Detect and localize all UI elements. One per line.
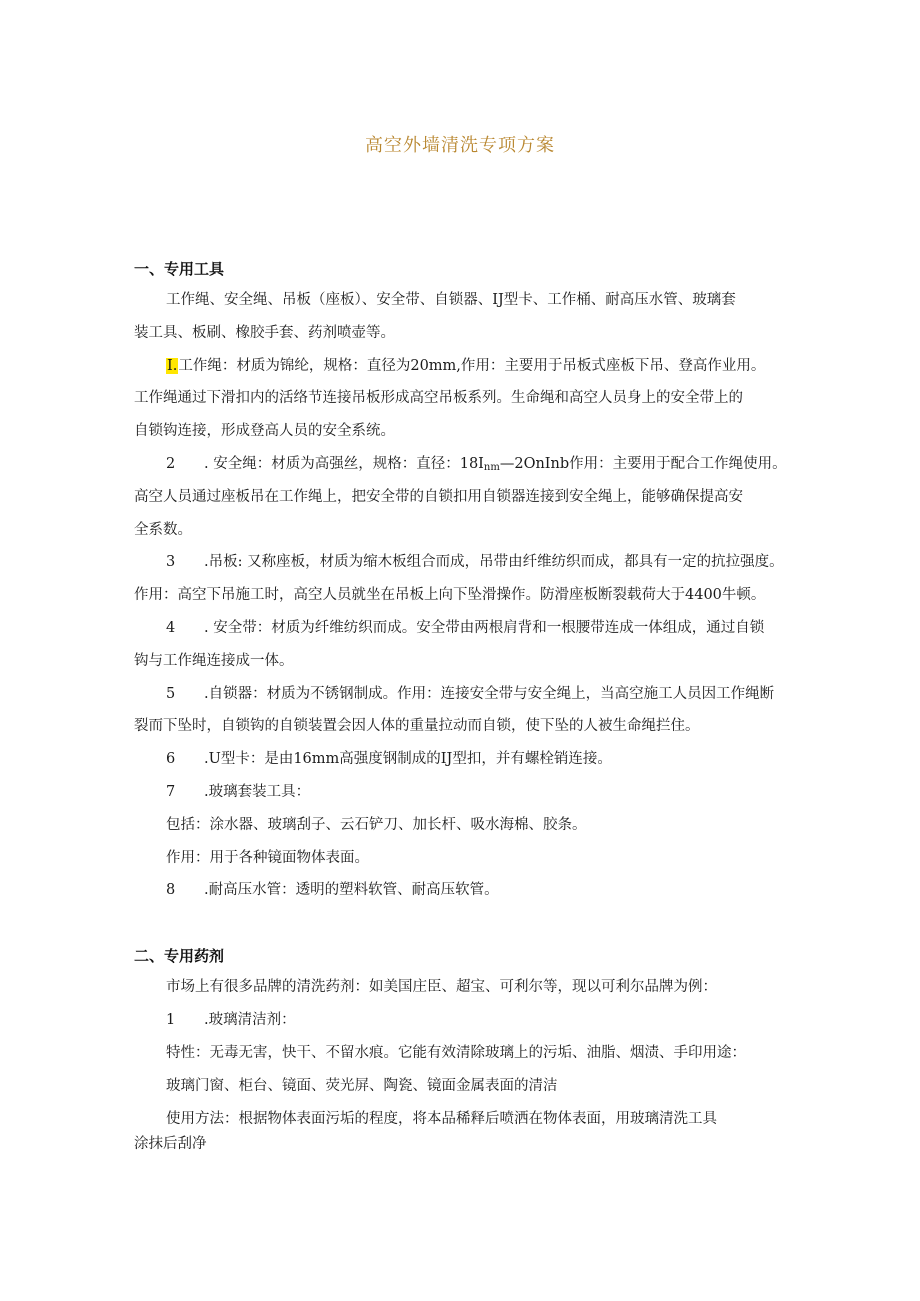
paragraph-line: 市场上有很多品牌的清洗药剂：如美国庄臣、超宝、可利尔等，现以可利尔品牌为例： [166,979,717,995]
paragraph-line: 涂抹后刮净 [134,1136,207,1152]
paragraph-line: 使用方法：根据物体表面污垢的程度，将本品稀释后喷洒在物体表面，用玻璃清洗工具 [166,1111,717,1127]
item-text: .自锁器：材质为不锈钢制成。作用：连接安全带与安全绳上，当高空施工人员因工作绳断 [204,686,775,702]
paragraph-line: 作用：高空下吊施工时，高空人员就坐在吊板上向下坠滑操作。防滑座板断裂载荷大于4400牛顿。 [134,587,766,603]
list-item-water-hose [166,880,499,900]
item-number: 5 [166,686,176,702]
item-text: .吊板: 又称座板，材质为缩木板组合而成，吊带由纤维纺织而成，都具有一定的抗拉强度。 [204,554,784,570]
paragraph-line: 玻璃门窗、柜台、镜面、荧光屏、陶瓷、镜面金属表面的清洁 [166,1078,558,1094]
paragraph-line: 装工具、板刷、橡胶手套、药剂喷壶等。 [134,325,395,341]
item-text: .U型卡：是由16mm高强度钢制成的IJ型扣，并有螺栓销连接。 [204,751,612,767]
section-heading-agents: 二、专用药剂 [134,947,225,965]
list-item-u-clamp [166,749,612,769]
item-number: 7 [166,784,176,800]
paragraph-line: 高空人员通过座板吊在工作绳上，把安全带的自锁扣用自锁器连接到安全绳上，能够确保提高安 [134,489,743,505]
page-title: 高空外墙清洗专项方案 [365,135,555,156]
item-number: 8 [166,882,176,898]
item-text: .玻璃清洁剂： [204,1012,296,1028]
paragraph-line: 全系数。 [134,522,192,538]
item-number: 2 [166,456,176,472]
item-text: .玻璃套装工具： [204,784,311,800]
paragraph-line: 工作绳通过下滑扣内的活络节连接吊板形成高空吊板系列。生命绳和高空人员身上的安全带上的 [134,390,743,406]
item-text: 工作绳：材质为锦纶，规格：直径为20mm,作用：主要用于吊板式座板下吊、登高作业用。 [178,358,766,374]
paragraph-line: 自锁钩连接，形成登高人员的安全系统。 [134,423,395,439]
item-number: 4 [166,620,176,636]
list-item-seat-board [166,552,784,572]
paragraph-line: 工作绳、安全绳、吊板（座板）、安全带、自锁器、IJ型卡、工作桶、耐高压水管、玻璃套 [166,292,736,308]
list-item-self-locker [166,684,774,704]
paragraph-line: 特性：无毒无害，快干、不留水痕。它能有效清除玻璃上的污垢、油脂、烟渍、手印用途： [166,1045,746,1061]
list-item-safety-rope [166,454,787,478]
item-text: . 安全带：材质为纤维纺织而成。安全带由两根肩背和一根腰带连成一体组成，通过自锁 [204,620,765,636]
item-text: —2OnInb作用：主要用于配合工作绳使用。 [499,456,787,472]
paragraph-line: 作用：用于各种镜面物体表面。 [166,850,369,866]
item-number: 6 [166,751,176,767]
list-item-work-rope [166,356,765,376]
item-number-highlight: I. [167,358,178,374]
list-item-glass-cleaner [166,1010,296,1030]
paragraph-line: 钩与工作绳连接成一体。 [134,653,294,669]
list-item-glass-kit [166,782,310,802]
paragraph-line: 包括：涂水器、玻璃刮子、云石铲刀、加长杆、吸水海棉、胶条。 [166,817,587,833]
paragraph-line: 裂而下坠时，自锁钩的自锁装置会因人体的重量拉动而自锁，使下坠的人被生命绳拦住。 [134,718,700,734]
item-text-subscript: nm [483,462,500,473]
item-number: 1 [166,1012,176,1028]
item-text: . 安全绳：材质为高强丝，规格：直径：18I [204,456,484,472]
section-heading-tools: 一、专用工具 [134,260,225,278]
item-text: .耐高压水管：透明的塑料软管、耐高压软管。 [204,882,499,898]
list-item-safety-belt [166,618,764,638]
item-number: 3 [166,554,176,570]
